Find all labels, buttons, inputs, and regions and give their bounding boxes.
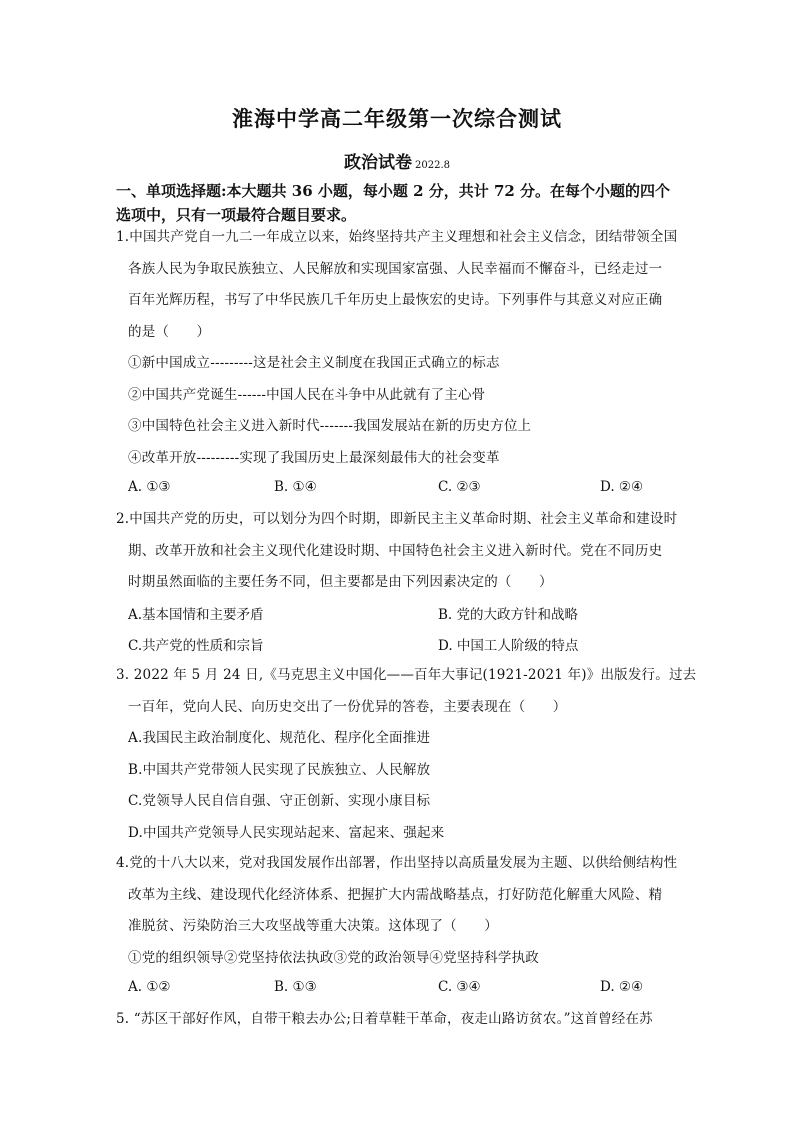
question-1-line: 百年光辉历程，书写了中华民族几千年历史上最恢宏的史诗。下列事件与其意义对应正确 [128, 292, 663, 308]
question-1-statement: ①新中国成立---------这是社会主义制度在我国正式确立的标志 [128, 355, 500, 371]
question-4 [116, 848, 686, 974]
option-d: D.中国共产党领导人民实现站起来、富起来、强起来 [128, 824, 445, 841]
option-b: B. ①④ [274, 479, 317, 495]
question-3-line: 一百年，党向人民、向历史交出了一份优异的答卷，主要表现在（ ） [128, 698, 567, 715]
question-1-line: 的是（ ） [128, 323, 211, 340]
option-a: A. ①② [128, 979, 171, 995]
option-a: A.基本国情和主要矛盾 [128, 607, 264, 623]
option-b: B. 党的大政方针和战略 [438, 607, 579, 623]
option-c: C.党领导人民自信自强、守正创新、实现小康目标 [128, 793, 431, 809]
question-4-statement: ①党的组织领导②党坚持依法执政③党的政治领导④党坚持科学执政 [128, 949, 539, 966]
question-2-line: 2.中国共产党的历史，可以划分为四个时期，即新民主主义革命时期、社会主义革命和建设时 [116, 511, 678, 527]
option-c: C.共产党的性质和宗旨 [128, 638, 264, 654]
option-d: D. ②④ [600, 479, 644, 495]
question-1-statement: ②中国共产党诞生------中国人民在斗争中从此就有了主心骨 [128, 386, 486, 403]
option-d: D. 中国工人阶级的特点 [438, 638, 579, 654]
exam-date: 2022.8 [415, 160, 450, 171]
question-1-line: 1.中国共产党自一九二一年成立以来，始终坚持共产主义理想和社会主义信念，团结带领全国 [116, 229, 678, 245]
question-1-statement: ③中国特色社会主义进入新时代-------我国发展站在新的历史方位上 [128, 418, 532, 434]
question-3 [116, 660, 697, 849]
question-2-line: 期、改革开放和社会主义现代化建设时期、中国特色社会主义进入新时代。党在不同历史 [128, 542, 663, 559]
question-2-line: 时期虽然面临的主要任务不同，但主要都是由下列因素决定的（ ） [128, 574, 553, 590]
question-5 [116, 1004, 686, 1036]
question-3-line: 3. 2022 年 5 月 24 日,《马克思主义中国化——百年大事记(1921-2021 年)》出版发行。过去 [116, 667, 697, 683]
subject-label: 政治试卷 [344, 153, 412, 173]
option-c: C. ③④ [438, 979, 481, 995]
section-heading-line-2: 选项中，只有一项最符合题目要求。 [116, 206, 357, 224]
exam-subtitle [0, 148, 794, 173]
exam-title: 淮海中学高二年级第一次综合测试 [232, 106, 562, 131]
option-c: C. ②③ [438, 479, 481, 495]
question-1-statement: ④改革开放---------实现了我国历史上最深刻最伟大的社会变革 [128, 449, 500, 466]
question-5-line: 5. “苏区干部好作风，自带干粮去办公;日着草鞋干革命，夜走山路访贫农。”这首曾经在苏 [116, 1011, 653, 1027]
question-4-line: 准脱贫、污染防治三大攻坚战等重大决策。这体现了（ ） [128, 918, 498, 934]
question-1-line: 各族人民为争取民族独立、人民解放和实现国家富强、人民幸福而不懈奋斗，已经走过一 [128, 260, 663, 277]
option-b: B.中国共产党带领人民实现了民族独立、人民解放 [128, 761, 431, 778]
option-a: A.我国民主政治制度化、规范化、程序化全面推进 [128, 730, 431, 746]
section-heading [116, 179, 686, 227]
option-a: A. ①③ [128, 479, 171, 495]
option-d: D. ②④ [600, 979, 644, 995]
question-2 [116, 504, 686, 599]
question-4-line: 改革为主线、建设现代化经济体系、把握扩大内需战略基点，打好防范化解重大风险、精 [128, 886, 663, 903]
question-1 [116, 222, 686, 474]
question-4-line: 4.党的十八大以来，党对我国发展作出部署，作出坚持以高质量发展为主题、以供给侧结构性 [116, 855, 678, 871]
option-b: B. ①③ [274, 979, 317, 995]
section-heading-line-1: 一、单项选择题:本大题共 36 小题，每小题 2 分，共计 72 分。在每个小题的四个 [116, 182, 671, 200]
